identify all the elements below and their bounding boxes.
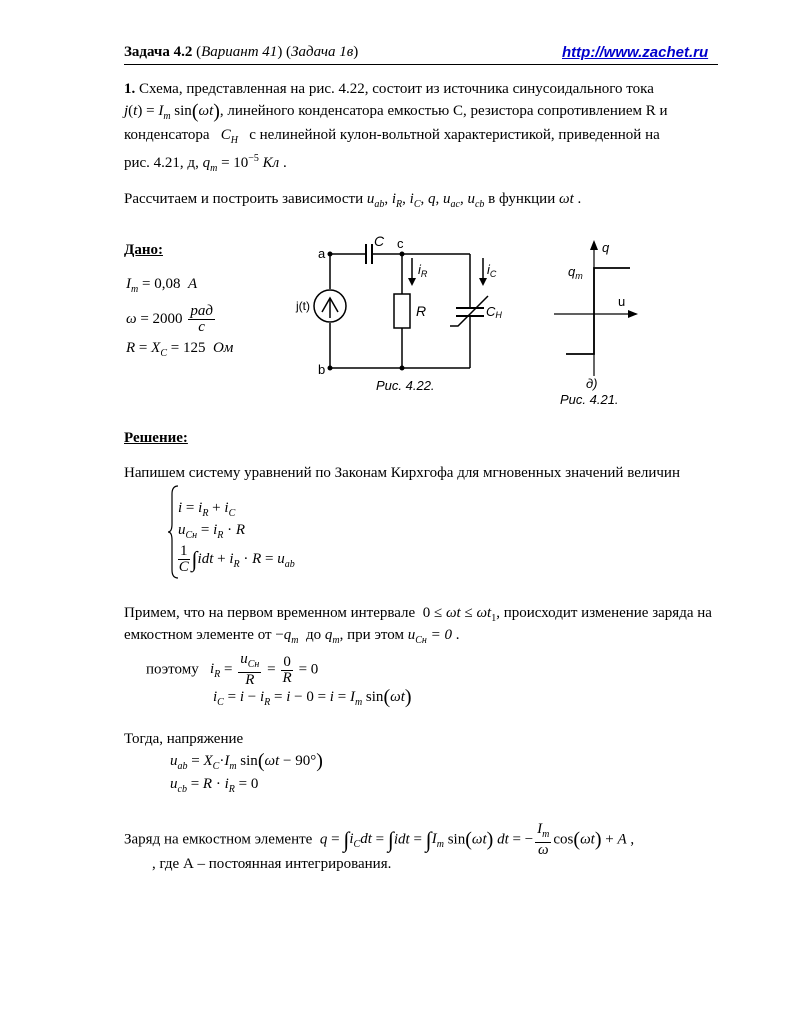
caption-4-21: Рис. 4.21. [560,392,619,407]
task-label: Задача 1в [291,44,354,60]
label-a: a [318,246,326,261]
characteristic-diagram-4-21 [540,236,650,408]
eq-ic: $i_C = i - i_R = i - 0 = i = I_m$ sin(ωt) [213,686,412,708]
eq-voltage-loop: $\frac{1}{C}$ $\int idt + i_R \cdot R = u_{ab}$ [178,543,295,575]
problem-line-3: конденсатора $C_H$ с нелинейной кулон-вольтной характеристикой, приведенной на [124,127,660,146]
eq-kirchhoff-current: $i = i_R + i_C$ [178,500,236,519]
solution-heading: Решение: [124,430,188,446]
u-axis-label: u [618,294,626,309]
problem-line-2: $j(t) = I_m$ sin(ωt), линейного конденсатора емкостью С, резистора сопротивлением R и [124,100,668,123]
given-im: $I_m = 0,08$ A [126,276,198,295]
circuit-diagram-4-22 [290,228,510,398]
label-b: b [318,362,326,377]
problem-line-1: 1. Схема, представленная на рис. 4.22, состоит из источника синусоидального тока [124,81,654,97]
eq-ucn: $u_{Cн} = i_R \cdot R$ [178,522,246,541]
label-ir: $i_R$ [418,262,428,279]
eq-charge: Заряд на емкостном элементе $q = \int i_Cdt = \int idt = \int I_m$ sin(ωt) dt = − $\frac{I_m}{\omega}$ cos(ωt) + A , [124,821,635,858]
given-heading: Дано: [124,242,163,258]
problem-line-4: рис. 4.21, д, $q_m = 10^{-5}$ Кл . [124,153,287,174]
given-omega: ω = 2000 $\frac{\text{рад}}{с}$ [126,303,213,335]
eq-ir: поэтому $i_R$ = $\frac{u_{Cн}}{R}$ = $\frac{0}{R}$ = 0 [146,651,319,688]
eq-ucb: $u_{cb} = R \cdot i_R = 0$ [170,776,259,795]
header-divider [124,64,718,65]
then-voltage-text: Тогда, напряжение [124,731,244,747]
label-source: j(t) [296,299,310,313]
header-title: Задача 4.2 (Вариант 41) (Задача 1в) [124,44,359,60]
header-url-link[interactable]: http://www.zachet.ru [562,44,709,61]
label-ch: CH [486,304,502,320]
label-resistor: R [416,303,427,319]
given-r: $R = X_C = 125$ Ом [126,340,234,359]
label-ic: $i_C$ [487,262,497,279]
subfigure-d-label: д) [586,376,598,391]
qm-label: $q_m$ [568,264,583,281]
task-number: Задача 4.2 [124,44,193,60]
kirchhoff-text: Напишем систему уравнений по Законам Кирхгофа для мгновенных значений величин [124,465,680,481]
eq-uab: $u_{ab} = X_C\cdot I_m$ sin(ωt − 90°) [170,750,323,772]
caption-4-22: Рис. 4.22. [376,378,435,393]
variant-label: Вариант 41 [201,44,278,60]
integration-constant-text: , где А – постоянная интегрирования. [152,856,392,872]
q-axis-label: q [602,240,610,255]
interval-text-2: емкостном элементе от $-q_m$ до $q_m$, при этом $u_{Cн} = 0$ . [124,627,460,646]
task-statement: Рассчитаем и построить зависимости $u_{ab}$, $i_R$, $i_C$, q, $u_{ac}$, $u_{cb}$ в функции ωt . [124,191,582,210]
interval-text-1: Примем, что на первом временном интервале $0 \le \omega t \le \omega t_1$, происходит изменение заряда на [124,605,712,624]
label-capacitor-c: C [374,233,385,249]
label-c: c [397,236,404,251]
